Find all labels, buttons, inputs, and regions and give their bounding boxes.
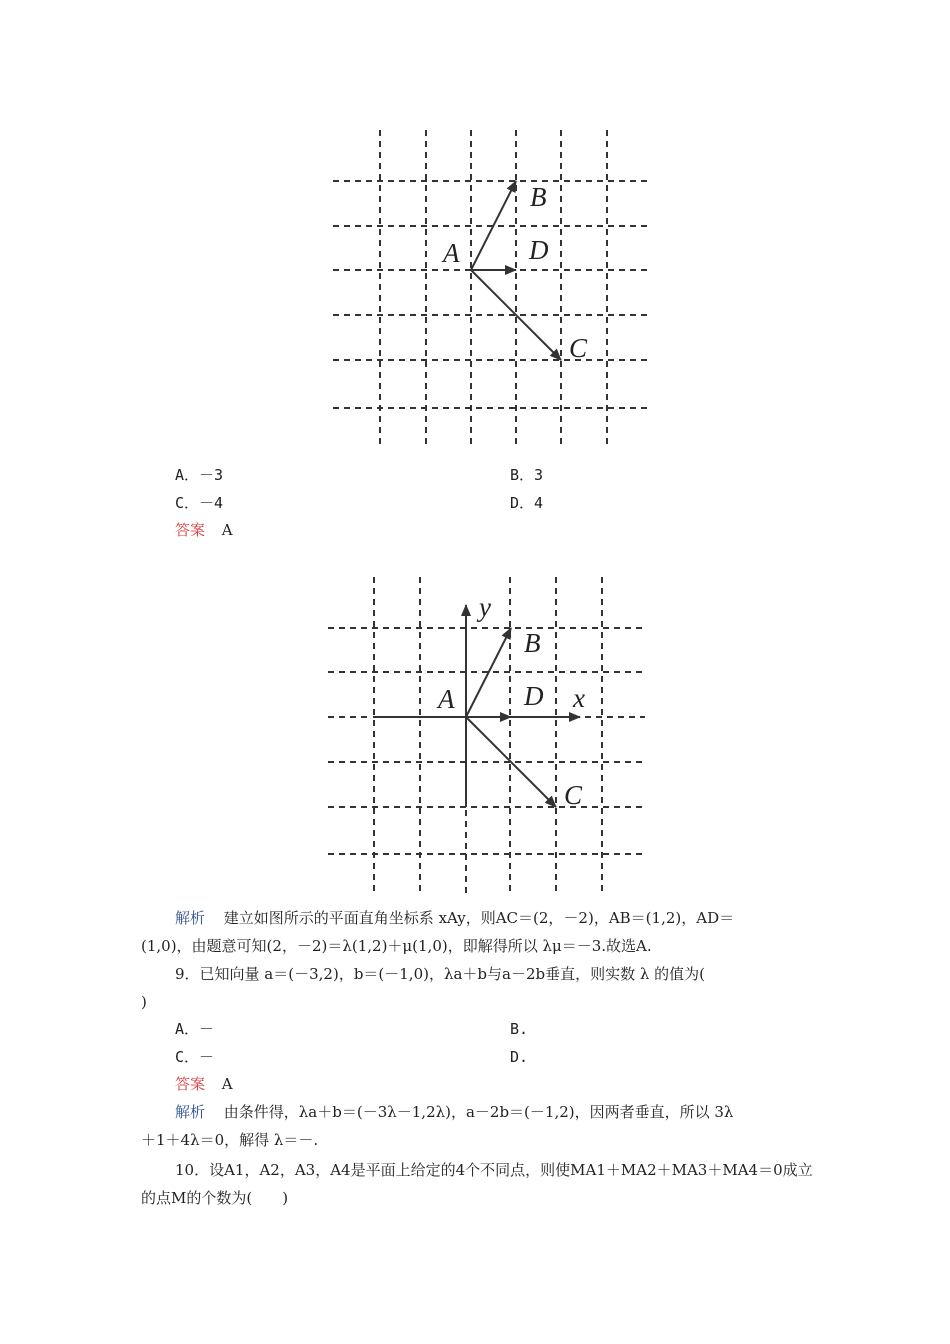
analysis-text: 建立如图所示的平面直角坐标系 xAy，则AC＝(2，－2)，AB＝(1,2)，AD＝ xyxy=(223,909,735,927)
figure-2-coordinate-grid xyxy=(325,572,655,902)
q10-stem-line1: 10．设A1，A2，A3，A4是平面上给定的4个不同点，则使MA1＋MA2＋MA3＋MA4＝0成立 xyxy=(175,1161,813,1179)
label-a: A xyxy=(438,684,455,714)
figure-1-vector-grid xyxy=(330,125,660,455)
q8-option-a: A．－3 xyxy=(175,466,224,484)
q8-answer xyxy=(175,520,233,540)
q9-option-a: A．－ xyxy=(175,1020,215,1038)
q8-option-c: C．－4 xyxy=(175,494,224,512)
label-b: B xyxy=(524,628,541,658)
q9-analysis-line2: ＋1＋4λ＝0，解得 λ＝－. xyxy=(141,1131,319,1149)
q8-analysis-line2: (1,0)，由题意可知(2，－2)＝λ(1,2)＋μ(1,0)，即解得所以 λμ＝－3.故选A. xyxy=(141,937,652,955)
label-c: C xyxy=(569,333,588,363)
analysis-label: 解析 xyxy=(175,909,206,927)
grid-lines xyxy=(328,577,645,894)
analysis-text: 由条件得，λa＋b＝(－3λ－1,2λ)，a－2b＝(－1,2)，因两者垂直，所以 3λ xyxy=(223,1103,734,1121)
answer-value: A xyxy=(221,1075,233,1093)
q9-stem-line2: ) xyxy=(141,993,147,1011)
label-b: B xyxy=(530,182,547,212)
answer-label: 答案 xyxy=(175,521,206,539)
q10-stem-line2: 的点M的个数为( ) xyxy=(141,1189,289,1207)
grid-lines xyxy=(333,130,652,447)
label-y: y xyxy=(479,592,491,622)
q9-option-d: D. xyxy=(510,1048,529,1066)
answer-value: A xyxy=(221,521,233,539)
q8-option-b: B．3 xyxy=(510,466,544,484)
analysis-label: 解析 xyxy=(175,1103,206,1121)
q9-option-c: C．－ xyxy=(175,1048,215,1066)
answer-label: 答案 xyxy=(175,1075,206,1093)
label-c: C xyxy=(564,780,583,810)
q8-option-d: D．4 xyxy=(510,494,544,512)
q8-analysis-line1 xyxy=(175,908,734,928)
label-d: D xyxy=(529,235,549,265)
q9-option-b: B. xyxy=(510,1020,529,1038)
q9-analysis-line1 xyxy=(175,1102,733,1122)
q9-answer xyxy=(175,1074,233,1094)
label-d: D xyxy=(524,681,544,711)
label-a: A xyxy=(443,238,460,268)
q9-stem-line1: 9．已知向量 a＝(－3,2)，b＝(－1,0)，λa＋b与a－2b垂直，则实数 λ 的值为( xyxy=(175,965,706,983)
label-x: x xyxy=(573,683,585,713)
